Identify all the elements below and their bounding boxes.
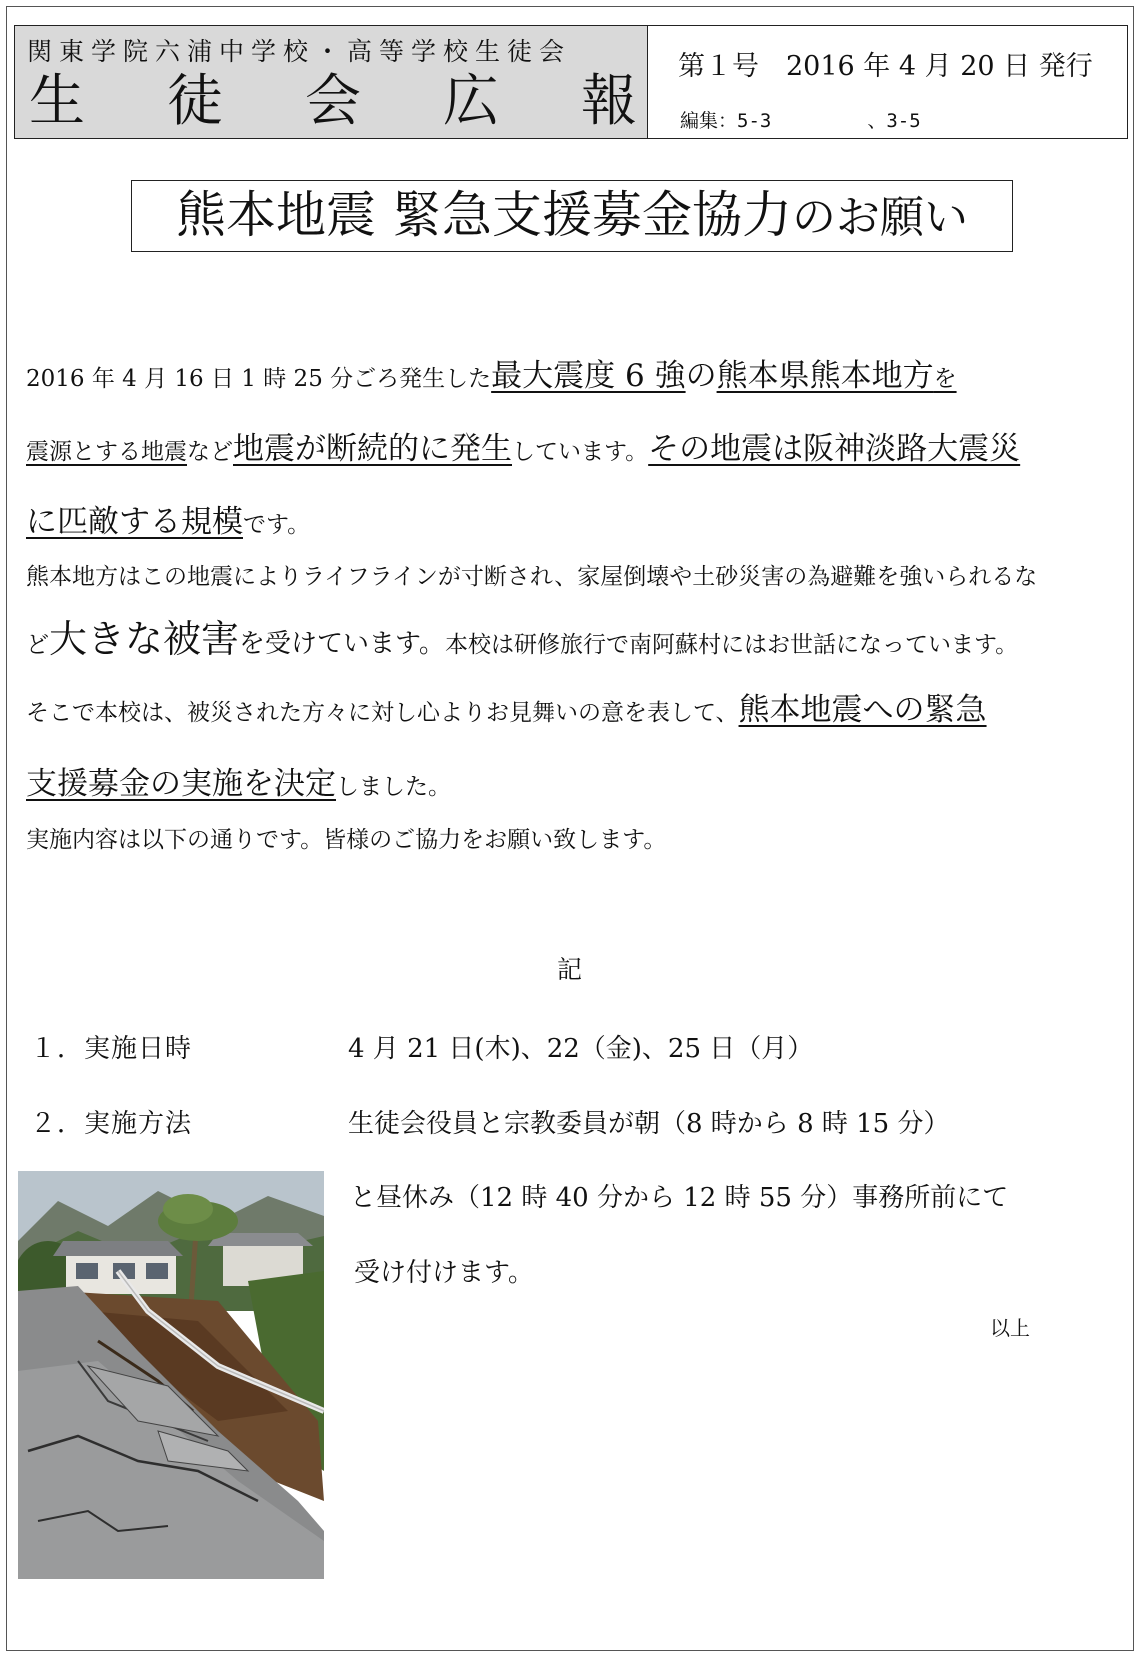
title-char: 会 (305, 69, 361, 134)
body-line-4: 熊本地方はこの地震によりライフラインが寸断され、家屋倒壊や土砂災害の為避難を強いられるな (26, 564, 1038, 590)
emphasis-text: 支援募金の実施を決定 (26, 766, 336, 802)
emphasis-text: 地震が断続的に発生 (233, 431, 512, 467)
notice-heading: 記 (557, 955, 583, 984)
editor-line (680, 106, 921, 133)
item-2-continuation-1: と昼休み（12 時 40 分から 12 時 55 分）事務所前にて (350, 1183, 1009, 1213)
headline-main: 熊本地震 緊急支援募金協力 (176, 186, 792, 244)
text: ど (26, 632, 49, 658)
emphasis-text: 熊本県熊本地方 (716, 358, 934, 394)
masthead (15, 26, 648, 138)
headline-tail: のお願い (791, 192, 968, 243)
item-2-label: ２．実施方法 (30, 1109, 193, 1139)
title-char: 広 (443, 69, 499, 134)
body-line-6 (26, 684, 987, 729)
text: を (933, 366, 957, 392)
newsletter-title (29, 70, 637, 134)
issue-info (648, 26, 1127, 138)
text: そこで本校は、被災された方々に対し心よりお見舞いの意を表して、 (26, 700, 739, 726)
text: しています。 (512, 439, 649, 465)
editor-second: 、3-5 (867, 110, 921, 132)
text: 本校は研修旅行で南阿蘇村にはお世話になっています。 (444, 632, 1019, 658)
text: など (187, 439, 233, 465)
earthquake-damage-photo (18, 1171, 324, 1579)
body-line-7 (26, 758, 451, 803)
emphasis-text: 熊本地震への緊急 (738, 692, 987, 728)
body-line-2 (26, 423, 1020, 468)
body-line-1 (26, 350, 957, 395)
text: 震源とする地震 (26, 439, 187, 465)
emphasis-text: に匹敵する規模 (26, 504, 243, 540)
emphasis-text: 最大震度 6 強 (491, 358, 686, 394)
title-char: 報 (581, 69, 637, 134)
emphasis-text: その地震は阪神淡路大震災 (648, 431, 1021, 467)
emphasis-text: 大きな被害 (49, 617, 240, 661)
item-2-value: 生徒会役員と宗教委員が朝（8 時から 8 時 15 分） (348, 1109, 950, 1139)
item-1-label: １．実施日時 (30, 1034, 193, 1064)
newsletter-header (14, 25, 1128, 139)
text: しました。 (336, 774, 451, 800)
item-2-continuation-2: 受け付けます。 (354, 1258, 534, 1288)
headline (131, 180, 1013, 252)
item-1-value: 4 月 21 日(木)、22（金)、25 日（月） (348, 1034, 814, 1064)
text: です。 (243, 512, 311, 538)
closing-mark: 以上 (990, 1316, 1030, 1340)
text: の (685, 358, 717, 394)
school-name: 関東学院六浦中学校・高等学校生徒会 (27, 37, 572, 66)
issue-number-date: 第１号 2016 年 4 月 20 日 発行 (678, 51, 1093, 82)
text: 2016 年 4 月 16 日 1 時 25 分ごろ発生した (26, 366, 492, 392)
editor-label: 編集：5-3 (680, 110, 772, 132)
title-char: 徒 (167, 69, 223, 134)
text: を受けています。 (239, 629, 445, 659)
title-char: 生 (29, 69, 85, 134)
body-line-8: 実施内容は以下の通りです。皆様のご協力をお願い致します。 (26, 827, 667, 853)
body-line-3 (26, 496, 310, 541)
body-line-5 (26, 608, 1018, 663)
